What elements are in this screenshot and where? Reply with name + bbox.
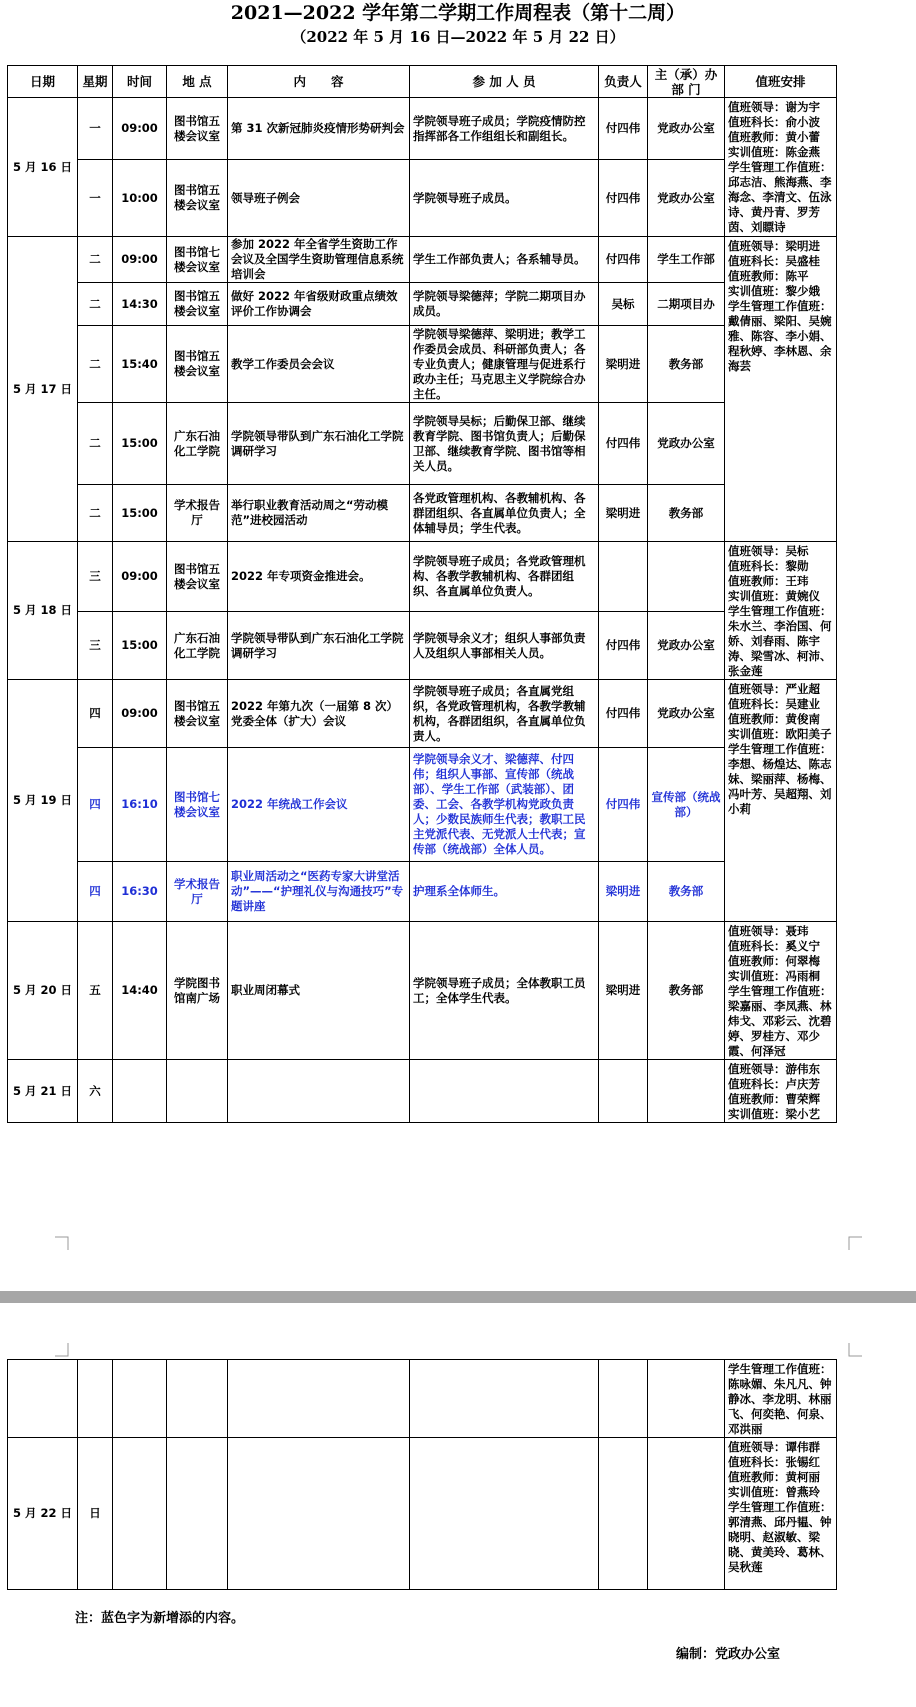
duty-cell: 学生管理工作值班：陈咏媚、朱凡凡、钟静冰、李龙明、林丽飞、何奕艳、何泉、邓洪丽	[725, 1360, 837, 1438]
leader-cell: 梁明进	[599, 485, 648, 542]
leader-cell: 付四伟	[599, 98, 648, 160]
place-cell: 学术报告厅	[167, 862, 228, 922]
table-row	[8, 403, 837, 485]
content-cell: 参加 2022 年全省学生资助工作会议及全国学生资助管理信息系统培训会	[228, 237, 410, 283]
col-header: 日期	[8, 66, 78, 98]
leader-cell: 梁明进	[599, 862, 648, 922]
time-cell: 09:00	[113, 237, 167, 283]
weekday-cell: 二	[78, 326, 113, 403]
department-cell: 党政办公室	[648, 612, 725, 680]
participants-cell: 学院领导余义才、梁德萍、付四伟；组织人事部、宣传部（统战部）、学生工作部（武装部）、团委、工会、各教学机构党政负责人；少数民族师生代表；教职工民主党派代表、无党派人士代表；宣传部（统战部）全体人员。	[410, 748, 599, 862]
participants-cell: 学生工作部负责人；各系辅导员。	[410, 237, 599, 283]
content-cell: 举行职业教育活动周之“劳动模范”进校园活动	[228, 485, 410, 542]
department-cell: 党政办公室	[648, 680, 725, 748]
weekday-cell: 五	[78, 922, 113, 1060]
time-cell: 15:40	[113, 326, 167, 403]
leader-cell: 梁明进	[599, 922, 648, 1060]
empty-cell	[113, 1438, 167, 1590]
duty-cell: 值班领导：聂玮 值班科长：奚义宁 值班教师：何翠梅 实训值班：冯雨桐 学生管理工作值班：梁嘉丽、李凤燕、林炜戈、邓彩云、沈碧婷、罗桂方、邓少霞、何泽冠	[725, 922, 837, 1060]
place-cell: 图书馆五楼会议室	[167, 160, 228, 237]
duty-cell: 值班领导：严业超 值班科长：吴建业 值班教师：黄俊南 实训值班：欧阳美子 学生管理工作值班：李想、杨煌达、陈志妹、梁丽萍、杨梅、冯叶芳、吴超翔、刘小莉	[725, 680, 837, 922]
date-cell: 5 月 22 日	[8, 1438, 78, 1590]
leader-cell: 吴标	[599, 283, 648, 326]
place-cell: 图书馆七楼会议室	[167, 748, 228, 862]
content-cell: 第 31 次新冠肺炎疫情形势研判会	[228, 98, 410, 160]
compiled-by: 编制：党政办公室	[676, 1647, 781, 1662]
leader-cell: 付四伟	[599, 612, 648, 680]
empty-cell	[167, 1438, 228, 1590]
table-row	[8, 160, 837, 237]
col-header: 参 加 人 员	[410, 66, 599, 98]
leader-cell: 付四伟	[599, 403, 648, 485]
department-cell: 学生工作部	[648, 237, 725, 283]
empty-cell	[410, 1060, 599, 1123]
schedule-table	[7, 65, 837, 1123]
duty-cell: 值班领导：谭伟群 值班科长：张锡红 值班教师：黄柯丽 实训值班：曾燕玲 学生管理工作值班：郭清燕、邱丹韫、钟晓明、赵淑敏、梁晓、黄美玲、葛林、吴秋莲	[725, 1438, 837, 1590]
weekday-cell: 四	[78, 680, 113, 748]
schedule-table-continued	[7, 1359, 837, 1590]
participants-cell: 学院领导班子成员；各直属党组织，各党政管理机构，各教学教辅机构，各群团组织，各直属单位负责人。	[410, 680, 599, 748]
participants-cell: 护理系全体师生。	[410, 862, 599, 922]
date-cell: 5 月 21 日	[8, 1060, 78, 1123]
table-row	[8, 612, 837, 680]
place-cell: 学院图书馆南广场	[167, 922, 228, 1060]
department-cell: 教务部	[648, 485, 725, 542]
table-row	[8, 98, 837, 160]
empty-cell	[599, 1360, 648, 1438]
weekday-cell: 六	[78, 1060, 113, 1123]
content-cell: 教学工作委员会会议	[228, 326, 410, 403]
leader-cell: 付四伟	[599, 680, 648, 748]
participants-cell: 学院领导梁德萍、梁明进；教学工作委员会成员、科研部负责人；各专业负责人；健康管理与促进系行政办主任；马克思主义学院综合办主任。	[410, 326, 599, 403]
table-row	[8, 680, 837, 748]
empty-cell	[228, 1060, 410, 1123]
time-cell: 16:30	[113, 862, 167, 922]
empty-cell	[78, 1360, 113, 1438]
empty-cell	[8, 1360, 78, 1438]
time-cell: 09:00	[113, 680, 167, 748]
participants-cell: 学院领导吴标；后勤保卫部、继续教育学院、图书馆负责人；后勤保卫部、继续教育学院、图书馆等相关人员。	[410, 403, 599, 485]
leader-cell: 付四伟	[599, 160, 648, 237]
corner-mark-icon	[55, 1343, 69, 1357]
place-cell: 图书馆五楼会议室	[167, 326, 228, 403]
leader-cell	[599, 542, 648, 612]
content-cell: 领导班子例会	[228, 160, 410, 237]
content-cell: 2022 年第九次（一届第 8 次）党委全体（扩大）会议	[228, 680, 410, 748]
page-break-bar	[0, 1291, 916, 1303]
table-row	[8, 1438, 837, 1590]
weekday-cell: 二	[78, 403, 113, 485]
weekday-cell: 四	[78, 862, 113, 922]
weekday-cell: 四	[78, 748, 113, 862]
col-header: 星期	[78, 66, 113, 98]
empty-cell	[167, 1060, 228, 1123]
col-header: 时间	[113, 66, 167, 98]
table-row	[8, 862, 837, 922]
weekday-cell: 二	[78, 485, 113, 542]
content-cell: 学院领导带队到广东石油化工学院调研学习	[228, 612, 410, 680]
time-cell: 14:30	[113, 283, 167, 326]
date-cell: 5 月 18 日	[8, 542, 78, 680]
table-row	[8, 485, 837, 542]
place-cell: 图书馆五楼会议室	[167, 283, 228, 326]
participants-cell: 各党政管理机构、各教辅机构、各群团组织、各直属单位负责人；全体辅导员；学生代表。	[410, 485, 599, 542]
weekday-cell: 日	[78, 1438, 113, 1590]
table-row	[8, 1060, 837, 1123]
department-cell: 党政办公室	[648, 98, 725, 160]
place-cell: 图书馆五楼会议室	[167, 542, 228, 612]
page-subtitle: （2022 年 5 月 16 日—2022 年 5 月 22 日）	[291, 28, 625, 46]
date-cell: 5 月 20 日	[8, 922, 78, 1060]
participants-cell: 学院领导班子成员；全体教职工员工；全体学生代表。	[410, 922, 599, 1060]
weekday-cell: 三	[78, 542, 113, 612]
department-cell: 教务部	[648, 922, 725, 1060]
content-cell: 职业周闭幕式	[228, 922, 410, 1060]
department-cell	[648, 542, 725, 612]
page-title: 2021—2022 学年第二学期工作周程表（第十二周）	[230, 2, 686, 24]
leader-cell: 梁明进	[599, 326, 648, 403]
content-cell: 2022 年统战工作会议	[228, 748, 410, 862]
date-cell: 5 月 17 日	[8, 237, 78, 542]
place-cell: 图书馆五楼会议室	[167, 98, 228, 160]
duty-cell: 值班领导：吴标 值班科长：黎勋 值班教师：王玮 实训值班：黄婉仪 学生管理工作值班：朱水兰、李治国、何娇、刘春雨、陈宇涛、梁雪冰、柯沛、张金莲	[725, 542, 837, 680]
content-cell: 2022 年专项资金推进会。	[228, 542, 410, 612]
participants-cell: 学院领导余义才；组织人事部负责人及组织人事部相关人员。	[410, 612, 599, 680]
time-cell: 09:00	[113, 542, 167, 612]
table-row	[8, 237, 837, 283]
col-header: 地 点	[167, 66, 228, 98]
table-row	[8, 748, 837, 862]
department-cell: 宣传部（统战部）	[648, 748, 725, 862]
department-cell: 二期项目办	[648, 283, 725, 326]
empty-cell	[648, 1438, 725, 1590]
time-cell: 15:00	[113, 612, 167, 680]
date-cell: 5 月 19 日	[8, 680, 78, 922]
time-cell: 09:00	[113, 98, 167, 160]
department-cell: 党政办公室	[648, 403, 725, 485]
weekday-cell: 一	[78, 160, 113, 237]
department-cell: 党政办公室	[648, 160, 725, 237]
col-header: 负责人	[599, 66, 648, 98]
empty-cell	[648, 1360, 725, 1438]
empty-cell	[113, 1060, 167, 1123]
empty-cell	[228, 1360, 410, 1438]
corner-mark-icon	[848, 1343, 862, 1357]
time-cell: 16:10	[113, 748, 167, 862]
time-cell: 15:00	[113, 485, 167, 542]
weekday-cell: 三	[78, 612, 113, 680]
content-cell: 职业周活动之“医药专家大讲堂活动”——“护理礼仪与沟通技巧”专题讲座	[228, 862, 410, 922]
empty-cell	[167, 1360, 228, 1438]
date-cell: 5 月 16 日	[8, 98, 78, 237]
table-row	[8, 542, 837, 612]
empty-cell	[648, 1060, 725, 1123]
col-header: 主（承）办部 门	[648, 66, 725, 98]
department-cell: 教务部	[648, 326, 725, 403]
duty-cell: 值班领导：梁明进 值班科长：吴盛桂 值班教师：陈平 实训值班：黎少娥 学生管理工作值班：戴倩丽、梁阳、吴婉雅、陈容、李小娟、程秋婷、李林恩、余海芸	[725, 237, 837, 542]
empty-cell	[410, 1438, 599, 1590]
place-cell: 广东石油化工学院	[167, 403, 228, 485]
header-row	[8, 66, 837, 98]
content-cell: 做好 2022 年省级财政重点绩效评价工作协调会	[228, 283, 410, 326]
empty-cell	[599, 1438, 648, 1590]
place-cell: 广东石油化工学院	[167, 612, 228, 680]
leader-cell: 付四伟	[599, 748, 648, 862]
place-cell: 学术报告厅	[167, 485, 228, 542]
corner-mark-icon	[55, 1236, 69, 1250]
corner-mark-icon	[848, 1236, 862, 1250]
table-row	[8, 922, 837, 1060]
department-cell: 教务部	[648, 862, 725, 922]
table-row	[8, 326, 837, 403]
empty-cell	[113, 1360, 167, 1438]
time-cell: 15:00	[113, 403, 167, 485]
leader-cell: 付四伟	[599, 237, 648, 283]
time-cell: 14:40	[113, 922, 167, 1060]
participants-cell: 学院领导班子成员。	[410, 160, 599, 237]
content-cell: 学院领导带队到广东石油化工学院调研学习	[228, 403, 410, 485]
participants-cell: 学院领导班子成员；学院疫情防控指挥部各工作组组长和副组长。	[410, 98, 599, 160]
empty-cell	[410, 1360, 599, 1438]
col-header: 内 容	[228, 66, 410, 98]
place-cell: 图书馆五楼会议室	[167, 680, 228, 748]
weekday-cell: 一	[78, 98, 113, 160]
table-row	[8, 1360, 837, 1438]
duty-cell: 值班领导：谢为宇 值班科长：俞小波 值班教师：黄小蕾 实训值班：陈金燕 学生管理工作值班：邱志洁、熊海燕、李海念、李清文、伍泳诗、黄丹青、罗芳茵、刘瞟诗	[725, 98, 837, 237]
note-text: 注：蓝色字为新增添的内容。	[75, 1611, 245, 1626]
weekday-cell: 二	[78, 283, 113, 326]
participants-cell: 学院领导班子成员；各党政管理机构、各教学教辅机构、各群团组织、各直属单位负责人。	[410, 542, 599, 612]
time-cell: 10:00	[113, 160, 167, 237]
place-cell: 图书馆七楼会议室	[167, 237, 228, 283]
table-row	[8, 283, 837, 326]
participants-cell: 学院领导梁德萍；学院二期项目办成员。	[410, 283, 599, 326]
empty-cell	[228, 1438, 410, 1590]
empty-cell	[599, 1060, 648, 1123]
weekday-cell: 二	[78, 237, 113, 283]
duty-cell: 值班领导：游伟东 值班科长：卢庆芳 值班教师：曹荣辉 实训值班：梁小艺	[725, 1060, 837, 1123]
col-header: 值班安排	[725, 66, 837, 98]
